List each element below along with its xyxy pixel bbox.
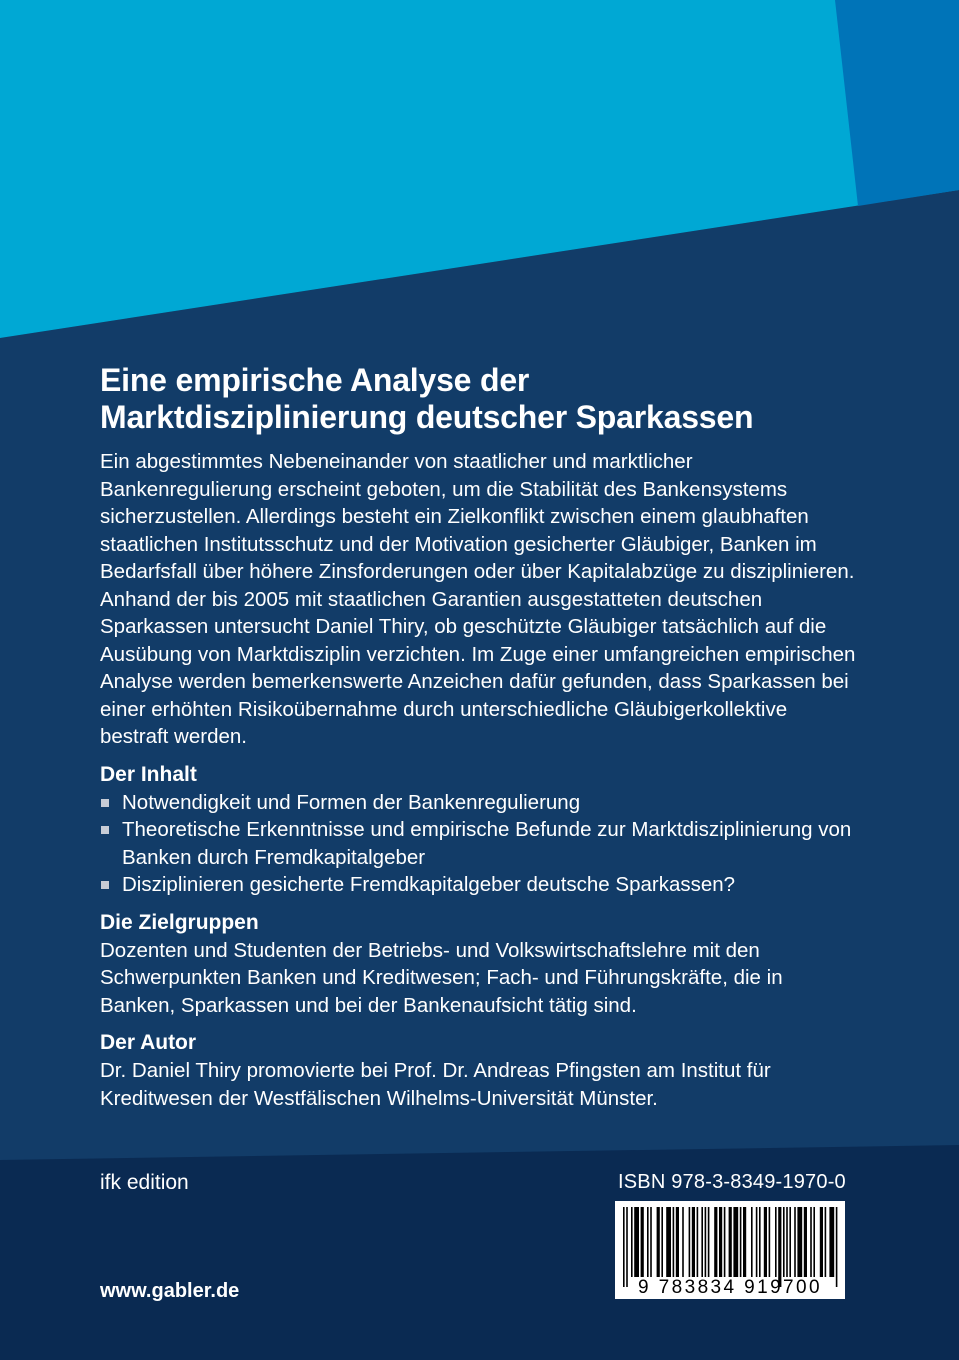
square-bullet-icon [101, 799, 109, 807]
author-text: Dr. Daniel Thiry promovierte bei Prof. Dr. Andreas Pfingsten am Institut für Kreditwesen der Westfälischen Wilhelms-Universität Münster. [100, 1059, 771, 1110]
barcode-bar [631, 1207, 633, 1277]
barcode-bar [705, 1207, 707, 1277]
blurb-paragraph: Ein abgestimmtes Nebeneinander von staatlicher und marktlicher Bankenregulierung erscheint geboten, um die Stabilität des Bankensystems sicherzustellen. Allerdings besteht ein Zielkonflikt zwischen einem glaubhaften staatlichen Institutsschutz und der Motivation gesicherter Gläubiger, Banken im Bedarfsfall über höhere Zinsforderungen oder über Kapitalabzüge zu disziplinieren. Anhand der bis 2005 mit staatlichen Garantien ausgestatteten deutschen Sparkassen untersucht Daniel Thiry, ob geschützte Gläubiger tatsächlich auf die Ausübung von Marktdisziplin verzichten. Im Zuge einer umfangreichen empirischen Analyse werden bemerkenswerte Anzeichen dafür gefunden, dass Sparkassen bei einer erhöhten Risikoübernahme durch unterschiedliche Gläubigerkollektive bestraft werden. [100, 450, 856, 748]
section-heading-autor: Der Autor [100, 1031, 197, 1054]
barcode-bar [697, 1207, 699, 1277]
section-heading-zielgruppen: Die Zielgruppen [100, 910, 259, 934]
barcode-bar [733, 1207, 738, 1277]
barcode-bar [623, 1207, 625, 1287]
barcode-bar [714, 1207, 717, 1277]
barcode-bar [820, 1207, 823, 1277]
barcode-bar [634, 1207, 639, 1277]
barcode-bar [641, 1207, 644, 1277]
barcode-bar [743, 1207, 746, 1277]
barcode-bar [797, 1207, 802, 1277]
isbn-text: ISBN 978-3-8349-1970-0 [618, 1171, 846, 1193]
barcode-bar [666, 1207, 671, 1277]
barcode-bar [626, 1207, 628, 1287]
barcode [615, 1201, 845, 1299]
book-title [100, 362, 860, 436]
barcode-bar [813, 1207, 815, 1277]
square-bullet-icon [101, 826, 109, 834]
series-label: ifk edition [100, 1171, 189, 1194]
barcode-bar [719, 1207, 722, 1277]
barcode-bar [759, 1207, 761, 1277]
barcode-bar [689, 1207, 691, 1277]
barcode-bar [682, 1207, 684, 1277]
barcode-bar [751, 1207, 753, 1277]
barcode-bar [836, 1207, 838, 1287]
title-line-1: Eine empirische Analyse der [100, 362, 530, 398]
barcode-bar [661, 1207, 663, 1277]
title-line-2: Marktdisziplinierung deutscher Sparkassen [100, 399, 754, 435]
barcode-bar [692, 1207, 695, 1277]
barcode-bar [786, 1207, 788, 1277]
section-heading-inhalt: Der Inhalt [100, 762, 197, 786]
barcode-bar [647, 1207, 649, 1277]
barcode-bar [764, 1207, 767, 1277]
list-item: Theoretische Erkenntnisse und empirische Befunde zur Marktdisziplinierung von Banken durch Fremdkapitalgeber [100, 816, 860, 871]
barcode-bar [775, 1207, 777, 1277]
barcode-bar [783, 1207, 785, 1277]
barcode-bar [708, 1207, 710, 1277]
barcode-bar [676, 1207, 679, 1277]
barcode-bar [729, 1207, 732, 1277]
barcode-bar [756, 1207, 758, 1277]
list-item: Notwendigkeit und Formen der Bankenregulierung [100, 789, 860, 817]
barcode-bar [724, 1207, 726, 1277]
barcode-digits: 9 783834 919700 [638, 1277, 822, 1298]
barcode-bar [829, 1207, 834, 1277]
barcode-bar [804, 1207, 807, 1277]
barcode-bar [650, 1207, 652, 1277]
barcode-bar [657, 1207, 660, 1277]
publisher-url[interactable]: www.gabler.de [100, 1280, 240, 1302]
contents-list [100, 789, 860, 899]
barcode-bar [769, 1207, 771, 1277]
list-item: Disziplinieren gesicherte Fremdkapitalgeber deutsche Sparkassen? [100, 871, 860, 899]
barcode-bar [778, 1207, 781, 1287]
square-bullet-icon [101, 881, 109, 889]
barcode-bar [701, 1207, 703, 1277]
main-text [100, 362, 860, 1112]
barcode-bar [825, 1207, 827, 1277]
target-audience-text: Dozenten und Studenten der Betriebs- und Volkswirtschaftslehre mit den Schwerpunkten Banken und Kreditwesen; Fach- und Führungskräfte, die in Banken, Sparkassen und bei der Bankenaufsicht tätig sind. [100, 938, 783, 1017]
barcode-bar [794, 1207, 796, 1277]
barcode-bar [740, 1207, 742, 1277]
barcode-bar [789, 1207, 791, 1277]
barcode-bar [810, 1207, 812, 1277]
barcode-bar [673, 1207, 675, 1277]
